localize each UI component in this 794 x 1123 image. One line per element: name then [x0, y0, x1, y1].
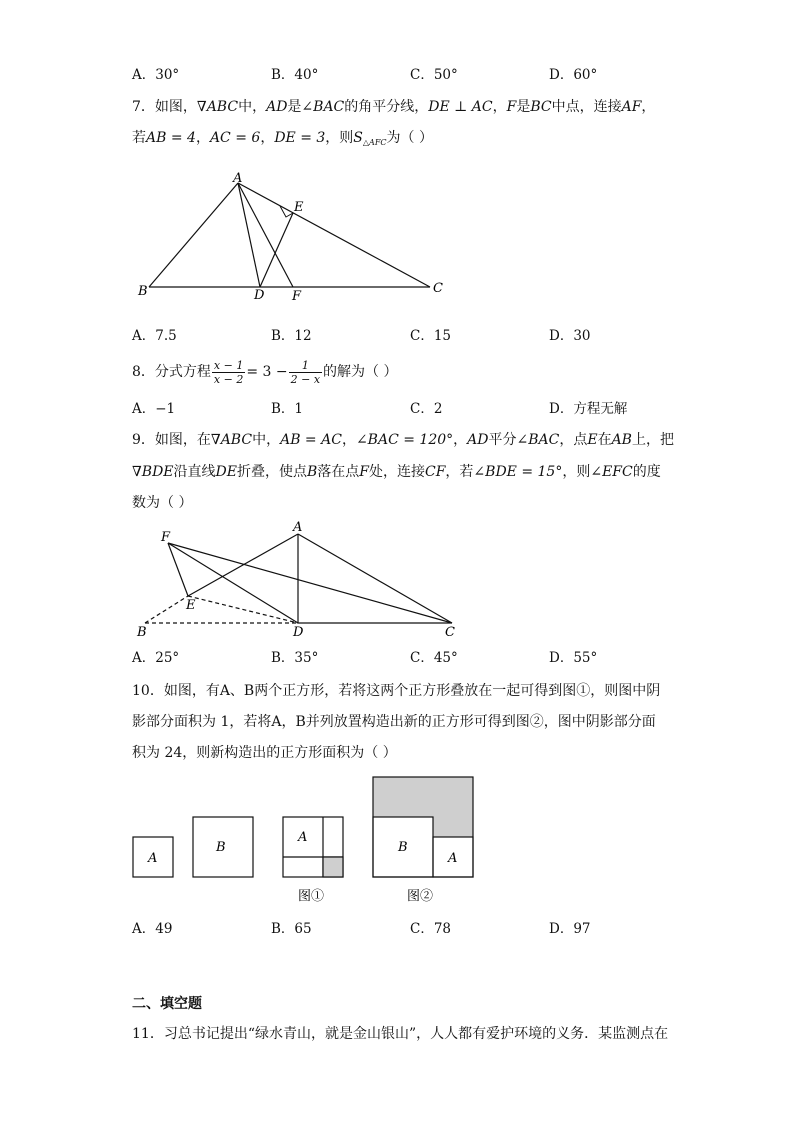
q9-stem-line1: 9．如图，在∇ABC中，AB = AC，∠BAC = 120°，AD平分∠BAC，点E在AB上，把 [132, 432, 674, 448]
q10-fig1-label-a: A [298, 830, 308, 845]
q7-label-b: B [138, 284, 148, 299]
q10-stem-line2: 影部分面积为 1，若将A，B并列放置构造出新的正方形可得到图②，图中阴影部分面 [132, 714, 656, 730]
q10-option-d: D．97 [549, 921, 591, 937]
q7-option-a: A．7.5 [132, 328, 177, 344]
q9-label-f: F [161, 530, 171, 545]
q7-stem-line1: 7．如图，∇ABC中，AD是∠BAC的角平分线，DE ⊥ AC，F是BC中点，连接AF， [132, 99, 656, 115]
q9-label-b: B [137, 625, 147, 640]
q7-label-a: A [233, 171, 243, 186]
q6-option-d: D．60° [549, 67, 598, 83]
q11-stem-line1: 11．习总书记提出“绿水青山，就是金山银山”，人人都有爱护环境的义务．某监测点在 [132, 1026, 669, 1042]
q10-fig2-label-a: A [448, 851, 458, 866]
q6-option-a: A．30° [132, 67, 180, 83]
q10-option-a: A．49 [132, 921, 173, 937]
q7-label-d: D [254, 288, 265, 303]
q7-label-f: F [292, 289, 302, 304]
q8-stem: 8．分式方程 $\frac{x - 1}{x - 2}$ = 3 − $\frac{1}{2 - x}$ 的解为（ ） [132, 358, 398, 386]
q10-label-b: B [216, 840, 226, 855]
q9-option-c: C．45° [410, 650, 458, 666]
q10-option-c: C．78 [410, 921, 452, 937]
q7-stem-line2: 若AB = 4，AC = 6，DE = 3，则$S_{\triangle AFC}$为（ ） [132, 130, 433, 147]
q7-label-c: C [433, 281, 443, 296]
q6-option-b: B．40° [271, 67, 319, 83]
q10-stem-line3: 积为 24，则新构造出的正方形面积为（ ） [132, 745, 397, 761]
q10-option-b: B．65 [271, 921, 312, 937]
q10-stem-line1: 10．如图，有A、B两个正方形，若将这两个正方形叠放在一起可得到图①，则图中阴 [132, 683, 661, 699]
q9-stem-line2: ∇BDE沿直线DE折叠，使点B落在点F处，连接CF，若∠BDE = 15°，则∠EFC的度 [132, 464, 661, 480]
q7-option-b: B．12 [271, 328, 312, 344]
q8-fraction-2: $\frac{1}{2 - x}$ [290, 358, 321, 386]
q9-option-b: B．35° [271, 650, 319, 666]
q8-option-c: C．2 [410, 401, 443, 417]
q10-fig2-label-b: B [398, 840, 408, 855]
q7-option-c: C．15 [410, 328, 452, 344]
q9-label-e: E [186, 598, 196, 613]
q9-option-a: A．25° [132, 650, 180, 666]
q9-label-c: C [445, 625, 455, 640]
q9-option-d: D．55° [549, 650, 598, 666]
q9-label-d: D [293, 625, 304, 640]
q10-fig1-shaded [323, 857, 343, 877]
q9-stem-line3: 数为（ ） [132, 495, 193, 511]
q7-option-d: D．30 [549, 328, 591, 344]
q8-option-d: D．方程无解 [549, 401, 628, 417]
q7-label-e: E [294, 200, 304, 215]
q8-option-b: B．1 [271, 401, 304, 417]
q10-fig1-caption: 图① [298, 889, 325, 904]
section-title: 二、填空题 [132, 996, 202, 1012]
q10-fig2-caption: 图② [407, 889, 434, 904]
q8-fraction-1: $\frac{x - 1}{x - 2}$ [213, 358, 244, 386]
q9-label-a: A [293, 520, 303, 535]
q6-option-c: C．50° [410, 67, 458, 83]
q8-option-a: A．−1 [132, 401, 176, 417]
q10-fig2-shaded [373, 777, 473, 837]
q10-label-a: A [148, 851, 158, 866]
